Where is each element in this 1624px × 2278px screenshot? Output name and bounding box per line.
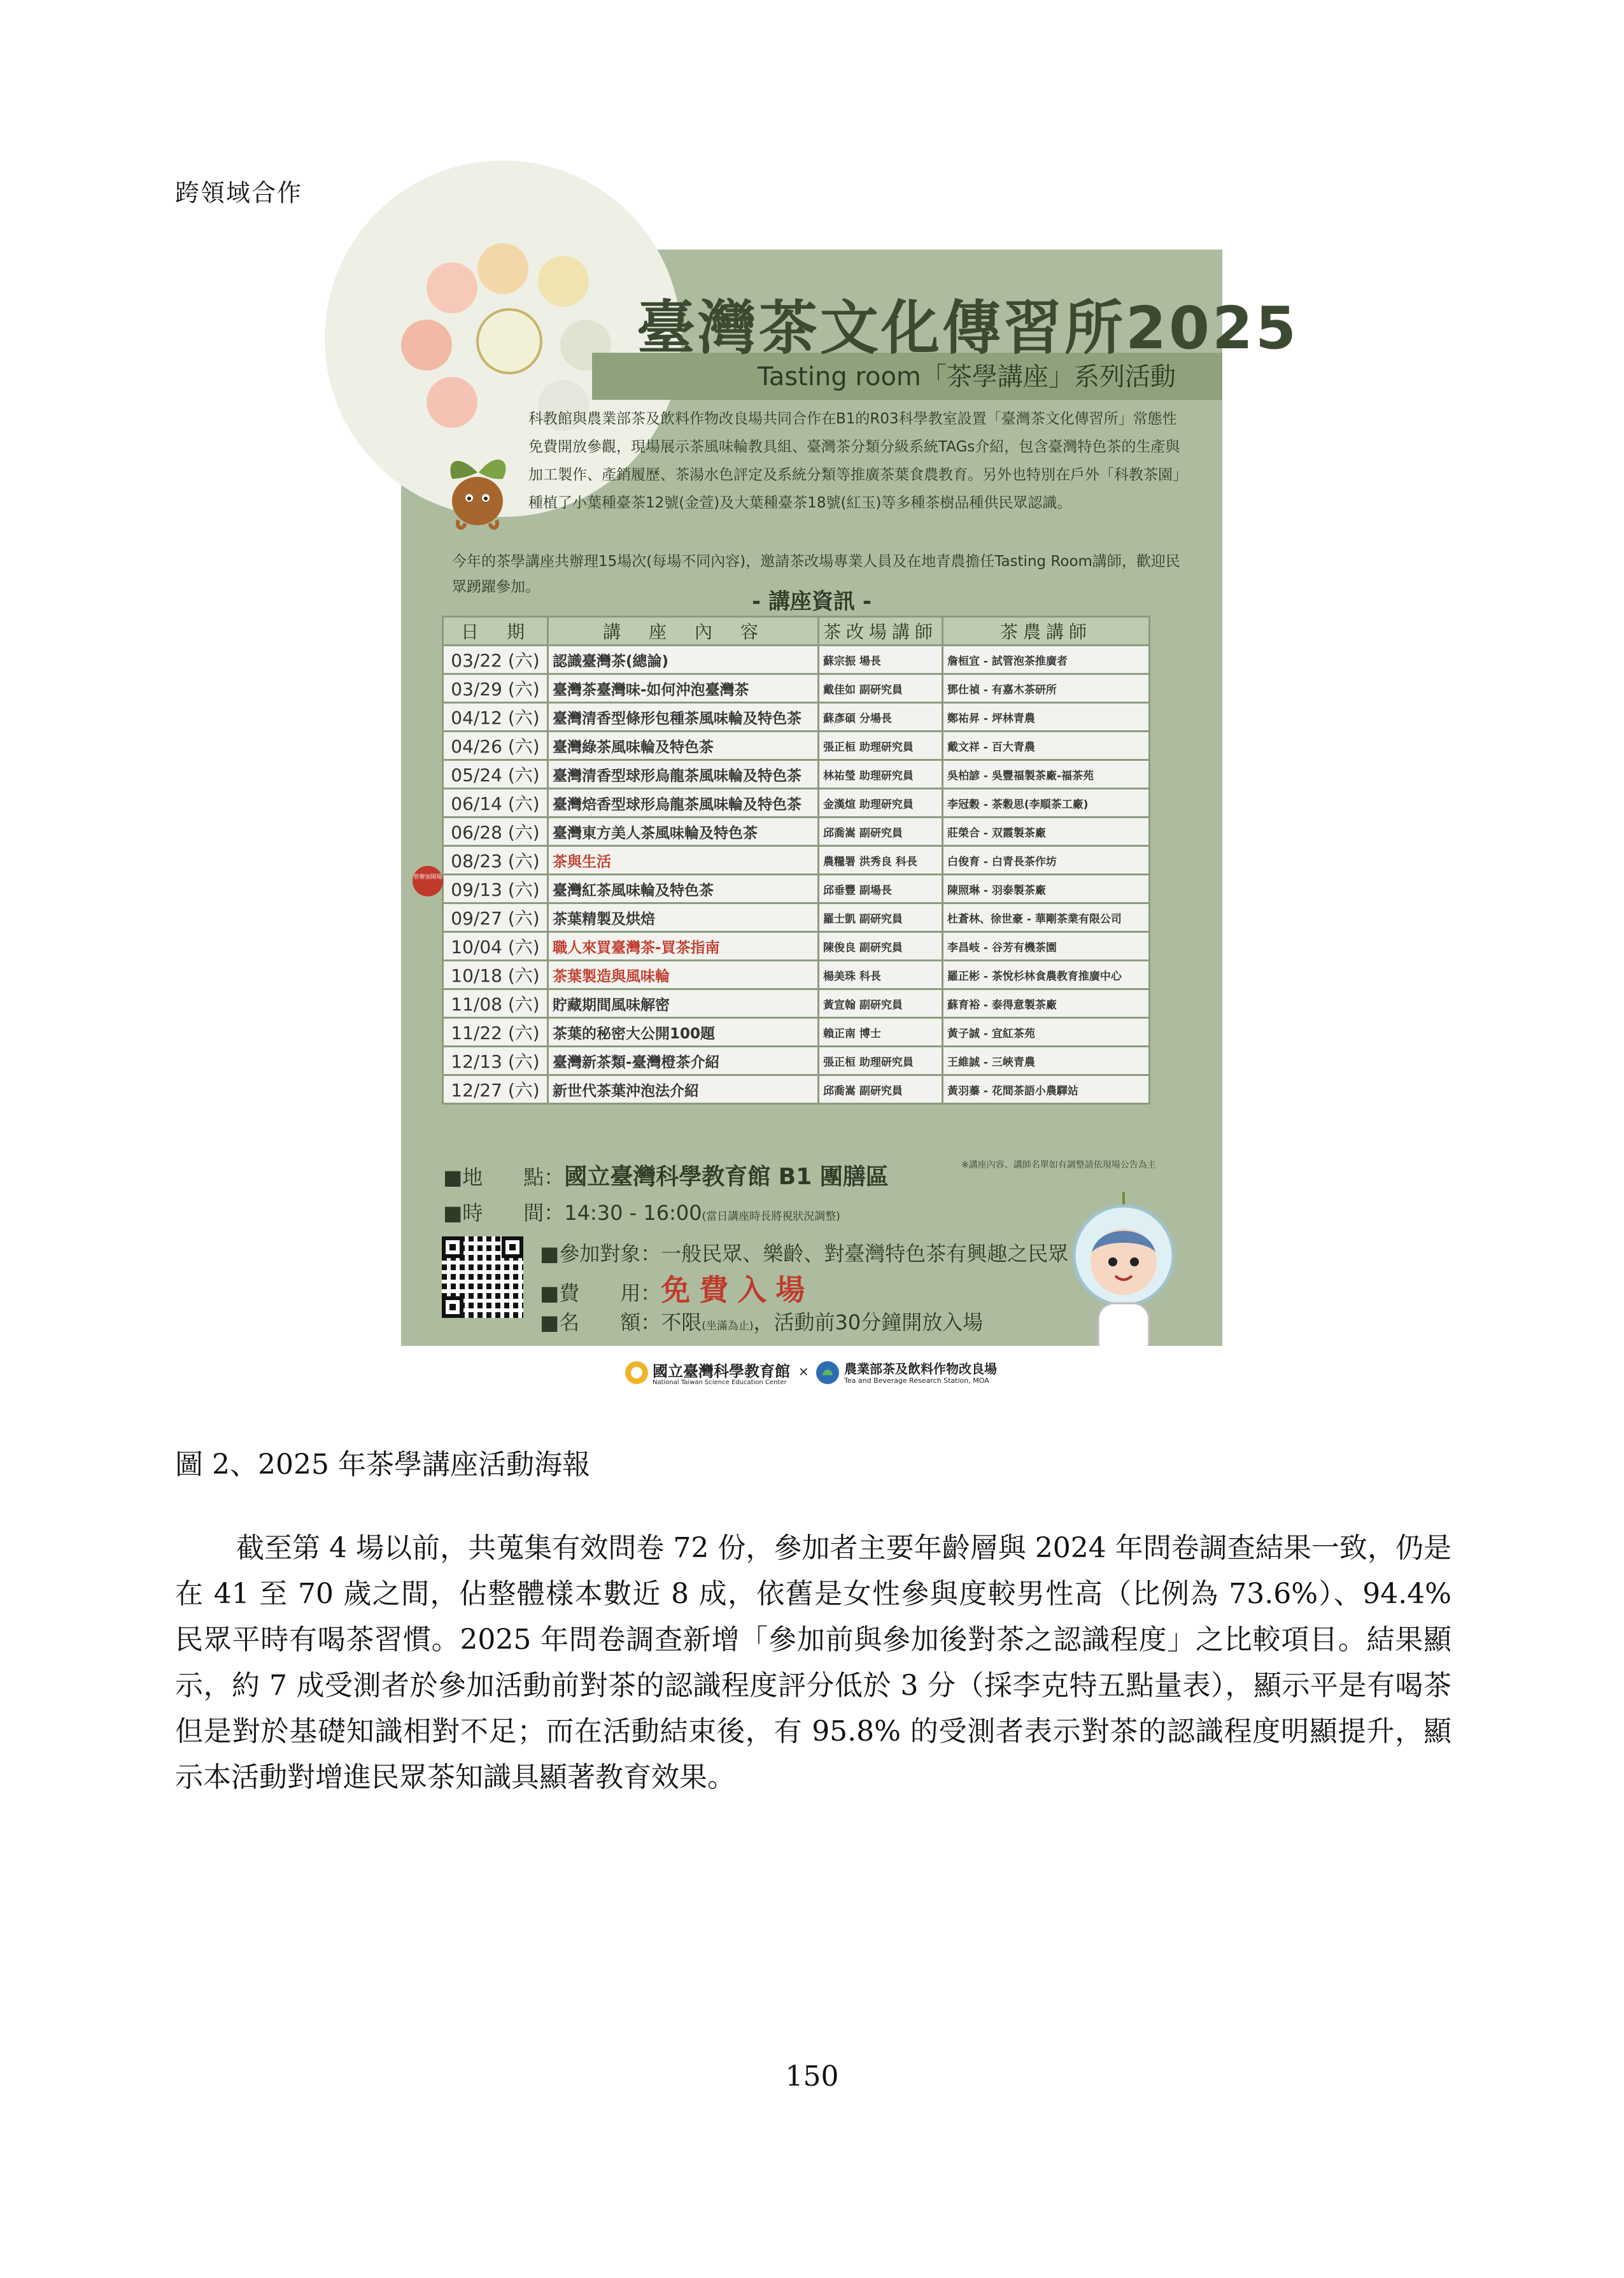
poster-footer bbox=[401, 1346, 1222, 1402]
row-farmer-lecturer: 杜蒼林、徐世豪 - 華剛茶業有限公司 bbox=[943, 903, 1150, 932]
running-header: 跨領域合作 bbox=[175, 179, 303, 207]
row-farmer-lecturer: 鄧仕禎 - 有嘉木茶研所 bbox=[943, 674, 1150, 703]
row-staff-lecturer: 陳俊良 副研究員 bbox=[819, 932, 943, 961]
row-farmer-lecturer: 黃子誠 - 宜紅茶苑 bbox=[943, 1018, 1150, 1047]
row-date: 08/23 (六) bbox=[443, 846, 548, 875]
quota-tail: ，活動前30分鐘開放入場 bbox=[753, 1310, 984, 1334]
table-row bbox=[443, 646, 1150, 674]
poster-subtitle: Tasting room「茶學講座」系列活動 bbox=[758, 362, 1176, 392]
poster-image bbox=[401, 250, 1299, 1402]
audience-value: 一般民眾、樂齡、對臺灣特色茶有興趣之民眾 bbox=[661, 1242, 1069, 1266]
row-topic: 新世代茶葉沖泡法介紹 bbox=[548, 1075, 819, 1104]
row-farmer-lecturer: 蘇育裕 - 泰得意製茶廠 bbox=[943, 989, 1150, 1018]
row-staff-lecturer: 羅士凱 副研究員 bbox=[819, 903, 943, 932]
time-label: ■時 間： bbox=[443, 1201, 565, 1225]
row-staff-lecturer: 邱喬嵩 副研究員 bbox=[819, 1075, 943, 1104]
footer-org2: 農業部茶及飲料作物改良場 bbox=[844, 1361, 997, 1376]
poster-intro-2: 今年的茶學講座共辦理15場次(每場不同內容)，邀請茶改場專業人員及在地青農擔任Tasting Room講師，歡迎民眾踴躍參加。 bbox=[452, 553, 1180, 595]
row-topic: 茶葉的秘密大公開100題 bbox=[548, 1018, 819, 1047]
fee-line bbox=[540, 1267, 814, 1309]
row-topic: 臺灣清香型球形烏龍茶風味輪及特色茶 bbox=[548, 760, 819, 789]
poster-title: 臺灣茶文化傳習所2025 bbox=[637, 294, 1299, 362]
row-date: 06/14 (六) bbox=[443, 789, 548, 817]
row-date: 12/13 (六) bbox=[443, 1047, 548, 1075]
row-topic: 臺灣新茶類-臺灣橙茶介紹 bbox=[548, 1047, 819, 1075]
row-date: 12/27 (六) bbox=[443, 1075, 548, 1104]
row-staff-lecturer: 張正桓 助理研究員 bbox=[819, 1047, 943, 1075]
row-topic: 臺灣清香型條形包種茶風味輪及特色茶 bbox=[548, 703, 819, 732]
tea-station-logo-icon bbox=[815, 1360, 840, 1385]
decorative-petal bbox=[401, 320, 452, 371]
row-topic: 職人來買臺灣茶-買茶指南 bbox=[548, 932, 819, 961]
row-date: 11/08 (六) bbox=[443, 989, 548, 1018]
row-topic: 貯藏期間風味解密 bbox=[548, 989, 819, 1018]
science-center-logo-icon bbox=[624, 1360, 649, 1385]
column-header: 講 座 內 容 bbox=[548, 617, 819, 646]
row-topic: 茶葉製造與風味輪 bbox=[548, 961, 819, 989]
table-row bbox=[443, 703, 1150, 732]
row-farmer-lecturer: 鄭祐昇 - 坪林青農 bbox=[943, 703, 1150, 732]
quota-value: 不限 bbox=[661, 1310, 702, 1334]
extra-session-badge: 曾辦加開場 bbox=[413, 866, 443, 896]
row-date: 09/13 (六) bbox=[443, 875, 548, 903]
row-staff-lecturer: 蘇宗振 場長 bbox=[819, 646, 943, 674]
row-farmer-lecturer: 李昌岐 - 谷芳有機茶園 bbox=[943, 932, 1150, 961]
row-staff-lecturer: 林祐瑩 助理研究員 bbox=[819, 760, 943, 789]
quota-label: ■名 額： bbox=[540, 1310, 661, 1334]
row-staff-lecturer: 邱喬嵩 副研究員 bbox=[819, 817, 943, 846]
time-line bbox=[443, 1197, 840, 1226]
column-header: 日 期 bbox=[443, 617, 548, 646]
body-paragraph: 截至第 4 場以前，共蒐集有效問卷 72 份，參加者主要年齡層與 2024 年問卷調查結果一致，仍是在 41 至 70 歲之間，佔整體樣本數近 8 成，依舊是女性參與度較男性高（比例為 73.6%）、94.4% 民眾平時有喝茶習慣。2025 年問卷調查新增「參加前與參加後對茶之認識程度」之比較項目。結果顯示，約 7 成受測者於參加活動前對茶的認識程度評分低於 3 分（採李克特五點量表），顯示平是有喝茶但是對於基礎知識相對不足；而在活動結束後，有 95.8% 的受測者表示對茶的認識程度明顯提升，顯示本活動對增進民眾茶知識具顯著教育效果。 bbox=[175, 1532, 1451, 1793]
row-date: 10/04 (六) bbox=[443, 932, 548, 961]
tea-emblem-icon bbox=[476, 308, 542, 374]
row-staff-lecturer: 楊美珠 科長 bbox=[819, 961, 943, 989]
row-farmer-lecturer: 白俊育 - 白青長茶作坊 bbox=[943, 846, 1150, 875]
location-label: ■地 點： bbox=[443, 1165, 565, 1189]
table-row bbox=[443, 789, 1150, 817]
table-row bbox=[443, 760, 1150, 789]
table-header-row bbox=[443, 617, 1150, 646]
footer-x: × bbox=[798, 1364, 809, 1379]
lecture-schedule-table bbox=[442, 616, 1150, 1105]
row-staff-lecturer: 邱垂豐 副場長 bbox=[819, 875, 943, 903]
quota-line bbox=[540, 1306, 983, 1336]
table-row bbox=[443, 903, 1150, 932]
table-row bbox=[443, 932, 1150, 961]
time-note: (當日講座時長將視狀況調整) bbox=[702, 1210, 840, 1223]
qr-code-icon bbox=[442, 1236, 523, 1318]
decorative-petal bbox=[427, 377, 477, 428]
section-title: - 講座資訊 - bbox=[752, 589, 872, 614]
location-line bbox=[443, 1159, 889, 1191]
table-row bbox=[443, 1075, 1150, 1104]
table-row bbox=[443, 961, 1150, 989]
row-staff-lecturer: 張正桓 助理研究員 bbox=[819, 732, 943, 760]
row-farmer-lecturer: 莊榮合 - 双霞製茶廠 bbox=[943, 817, 1150, 846]
tea-seed-mascot-icon bbox=[439, 441, 516, 536]
row-date: 03/29 (六) bbox=[443, 674, 548, 703]
table-row bbox=[443, 989, 1150, 1018]
quota-note: (坐滿為止) bbox=[702, 1320, 754, 1333]
row-farmer-lecturer: 戴文祥 - 百大青農 bbox=[943, 732, 1150, 760]
row-staff-lecturer: 金漢煊 助理研究員 bbox=[819, 789, 943, 817]
row-date: 04/12 (六) bbox=[443, 703, 548, 732]
row-farmer-lecturer: 羅正彬 - 茶悅杉林食農教育推廣中心 bbox=[943, 961, 1150, 989]
row-date: 03/22 (六) bbox=[443, 646, 548, 674]
table-row bbox=[443, 732, 1150, 760]
row-farmer-lecturer: 李冠穀 - 茶穀思(李順茶工廠) bbox=[943, 789, 1150, 817]
table-row bbox=[443, 817, 1150, 846]
footer-org1-en: National Taiwan Science Education Center bbox=[653, 1379, 787, 1386]
row-date: 11/22 (六) bbox=[443, 1018, 548, 1047]
table-row bbox=[443, 674, 1150, 703]
row-date: 10/18 (六) bbox=[443, 961, 548, 989]
audience-line bbox=[540, 1238, 1068, 1267]
row-topic: 臺灣東方美人茶風味輪及特色茶 bbox=[548, 817, 819, 846]
time-value: 14:30 - 16:00 bbox=[564, 1201, 702, 1225]
row-staff-lecturer: 農糧署 洪秀良 科長 bbox=[819, 846, 943, 875]
figure-caption: 圖 2、2025 年茶學講座活動海報 bbox=[175, 1448, 590, 1481]
row-date: 06/28 (六) bbox=[443, 817, 548, 846]
row-topic: 臺灣焙香型球形烏龍茶風味輪及特色茶 bbox=[548, 789, 819, 817]
row-topic: 臺灣茶臺灣味-如何沖泡臺灣茶 bbox=[548, 674, 819, 703]
row-topic: 臺灣綠茶風味輪及特色茶 bbox=[548, 732, 819, 760]
decorative-petal bbox=[477, 243, 528, 294]
row-farmer-lecturer: 黃羽蓁 - 花間茶語小農驛站 bbox=[943, 1075, 1150, 1104]
row-topic: 茶葉精製及烘焙 bbox=[548, 903, 819, 932]
row-farmer-lecturer: 陳照琳 - 羽泰製茶廠 bbox=[943, 875, 1150, 903]
schedule-note: ※講座內容、講師名單如有調整請依現場公告為主 bbox=[961, 1160, 1156, 1170]
poster-intro: 科教館與農業部茶及飲料作物改良場共同合作在B1的R03科學教室設置「臺灣茶文化傳習所」常態性免費開放參觀，現場展示茶風味輪教具組、臺灣茶分類分級系統TAGs介紹，包含臺灣特色茶的生產與加工製作、產銷履歷、茶湯水色評定及系統分類等推廣茶葉食農教育。另外也特別在戶外「科教茶園」種植了小葉種臺茶12號(金萱)及大葉種臺茶18號(紅玉)等多種茶樹品種供民眾認識。 bbox=[528, 411, 1187, 511]
row-staff-lecturer: 戴佳如 副研究員 bbox=[819, 674, 943, 703]
table-row bbox=[443, 1047, 1150, 1075]
row-staff-lecturer: 黃宣翰 副研究員 bbox=[819, 989, 943, 1018]
row-topic: 臺灣紅茶風味輪及特色茶 bbox=[548, 875, 819, 903]
fee-value: 免費入場 bbox=[661, 1273, 814, 1307]
page-number: 150 bbox=[785, 2060, 839, 2093]
table-row bbox=[443, 846, 1150, 875]
decorative-petal bbox=[538, 256, 589, 307]
fee-label: ■費 用： bbox=[540, 1281, 661, 1305]
row-date: 05/24 (六) bbox=[443, 760, 548, 789]
row-farmer-lecturer: 詹桓宜 - 試管泡茶推廣者 bbox=[943, 646, 1150, 674]
footer-org1: 國立臺灣科學教育館 bbox=[653, 1362, 790, 1380]
column-header: 茶農講師 bbox=[943, 617, 1150, 646]
row-topic: 茶與生活 bbox=[548, 846, 819, 875]
row-date: 04/26 (六) bbox=[443, 732, 548, 760]
row-staff-lecturer: 蘇彥碩 分場長 bbox=[819, 703, 943, 732]
column-header: 茶改場講師 bbox=[819, 617, 943, 646]
table-row bbox=[443, 1018, 1150, 1047]
audience-label: ■參加對象： bbox=[540, 1242, 661, 1266]
table-row bbox=[443, 875, 1150, 903]
row-topic: 認識臺灣茶(總論) bbox=[548, 646, 819, 674]
row-farmer-lecturer: 王維誠 - 三峽青農 bbox=[943, 1047, 1150, 1075]
location-value: 國立臺灣科學教育館 B1 團膳區 bbox=[564, 1164, 889, 1190]
decorative-petal bbox=[427, 262, 477, 313]
row-staff-lecturer: 賴正南 博士 bbox=[819, 1018, 943, 1047]
footer-org2-en: Tea and Beverage Research Station, MOA bbox=[844, 1376, 989, 1385]
row-date: 09/27 (六) bbox=[443, 903, 548, 932]
row-farmer-lecturer: 吳柏諺 - 吳豐福製茶廠-福茶苑 bbox=[943, 760, 1150, 789]
